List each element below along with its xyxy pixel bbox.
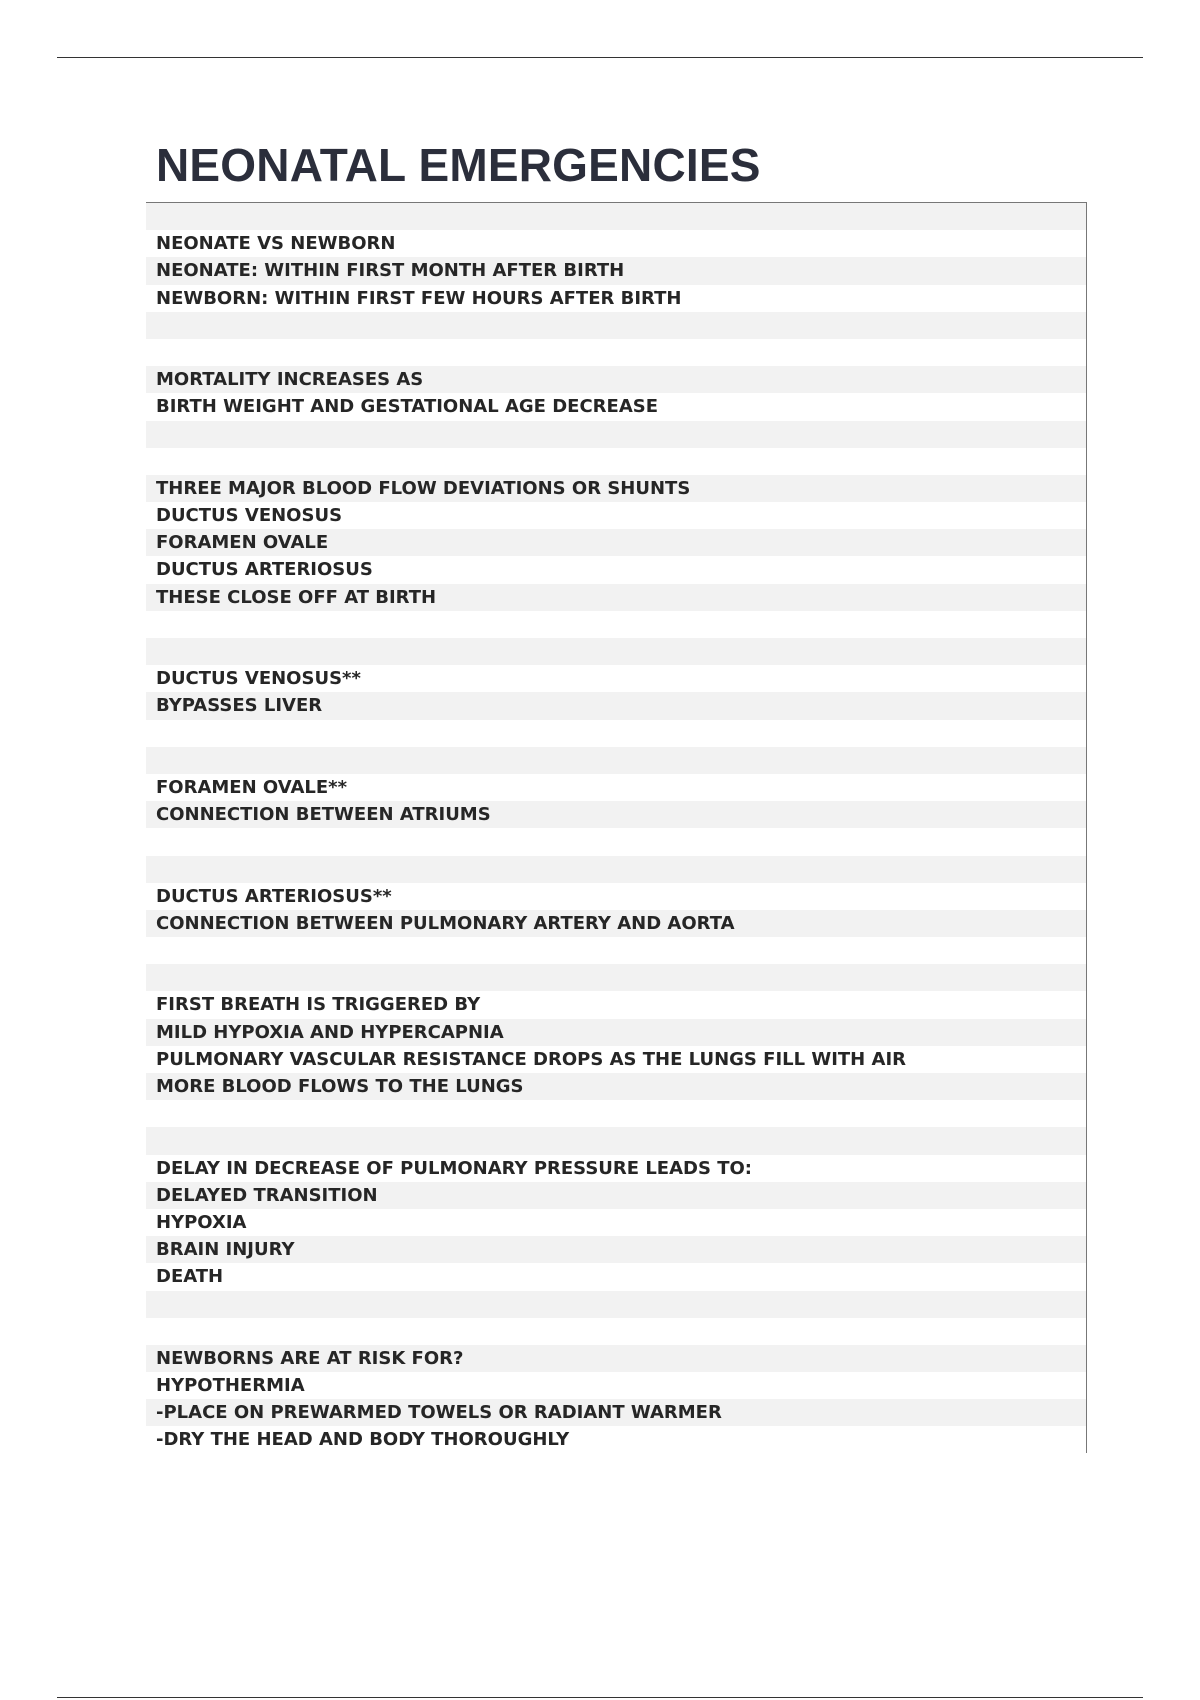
blank-row [146, 448, 1086, 475]
note-row: NEONATE: WITHIN FIRST MONTH AFTER BIRTH [146, 257, 1086, 284]
document-title: NEONATAL EMERGENCIES [156, 139, 761, 191]
note-row: HYPOTHERMIA [146, 1372, 1086, 1399]
blank-row [146, 339, 1086, 366]
note-row: MORTALITY INCREASES AS [146, 366, 1086, 393]
blank-row [146, 1100, 1086, 1127]
note-row: DEATH [146, 1263, 1086, 1290]
note-row: DUCTUS ARTERIOSUS** [146, 883, 1086, 910]
notes-rows [146, 203, 1086, 1453]
blank-row [146, 638, 1086, 665]
notes-table [146, 202, 1087, 1453]
blank-row [146, 203, 1086, 230]
note-row: NEONATE VS NEWBORN [146, 230, 1086, 257]
blank-row [146, 312, 1086, 339]
note-row: MORE BLOOD FLOWS TO THE LUNGS [146, 1073, 1086, 1100]
note-row: DUCTUS VENOSUS [146, 502, 1086, 529]
note-row: NEWBORN: WITHIN FIRST FEW HOURS AFTER BIRTH [146, 285, 1086, 312]
blank-row [146, 828, 1086, 855]
footer-rule [57, 1697, 1143, 1698]
blank-row [146, 964, 1086, 991]
note-row: FIRST BREATH IS TRIGGERED BY [146, 991, 1086, 1018]
note-row: FORAMEN OVALE** [146, 774, 1086, 801]
note-row: DUCTUS ARTERIOSUS [146, 556, 1086, 583]
note-row: MILD HYPOXIA AND HYPERCAPNIA [146, 1019, 1086, 1046]
note-row: CONNECTION BETWEEN ATRIUMS [146, 801, 1086, 828]
note-row: DELAYED TRANSITION [146, 1182, 1086, 1209]
blank-row [146, 611, 1086, 638]
blank-row [146, 856, 1086, 883]
note-row: PULMONARY VASCULAR RESISTANCE DROPS AS THE LUNGS FILL WITH AIR [146, 1046, 1086, 1073]
note-row: -PLACE ON PREWARMED TOWELS OR RADIANT WARMER [146, 1399, 1086, 1426]
blank-row [146, 1291, 1086, 1318]
note-row: FORAMEN OVALE [146, 529, 1086, 556]
header-rule [57, 57, 1143, 58]
blank-row [146, 937, 1086, 964]
blank-row [146, 747, 1086, 774]
note-row: THREE MAJOR BLOOD FLOW DEVIATIONS OR SHUNTS [146, 475, 1086, 502]
note-row: BRAIN INJURY [146, 1236, 1086, 1263]
note-row: DUCTUS VENOSUS** [146, 665, 1086, 692]
blank-row [146, 421, 1086, 448]
note-row: THESE CLOSE OFF AT BIRTH [146, 584, 1086, 611]
blank-row [146, 720, 1086, 747]
note-row: -DRY THE HEAD AND BODY THOROUGHLY [146, 1426, 1086, 1453]
note-row: BYPASSES LIVER [146, 692, 1086, 719]
blank-row [146, 1318, 1086, 1345]
blank-row [146, 1127, 1086, 1154]
note-row: HYPOXIA [146, 1209, 1086, 1236]
note-row: CONNECTION BETWEEN PULMONARY ARTERY AND AORTA [146, 910, 1086, 937]
note-row: BIRTH WEIGHT AND GESTATIONAL AGE DECREASE [146, 393, 1086, 420]
note-row: DELAY IN DECREASE OF PULMONARY PRESSURE LEADS TO: [146, 1155, 1086, 1182]
note-row: NEWBORNS ARE AT RISK FOR? [146, 1345, 1086, 1372]
